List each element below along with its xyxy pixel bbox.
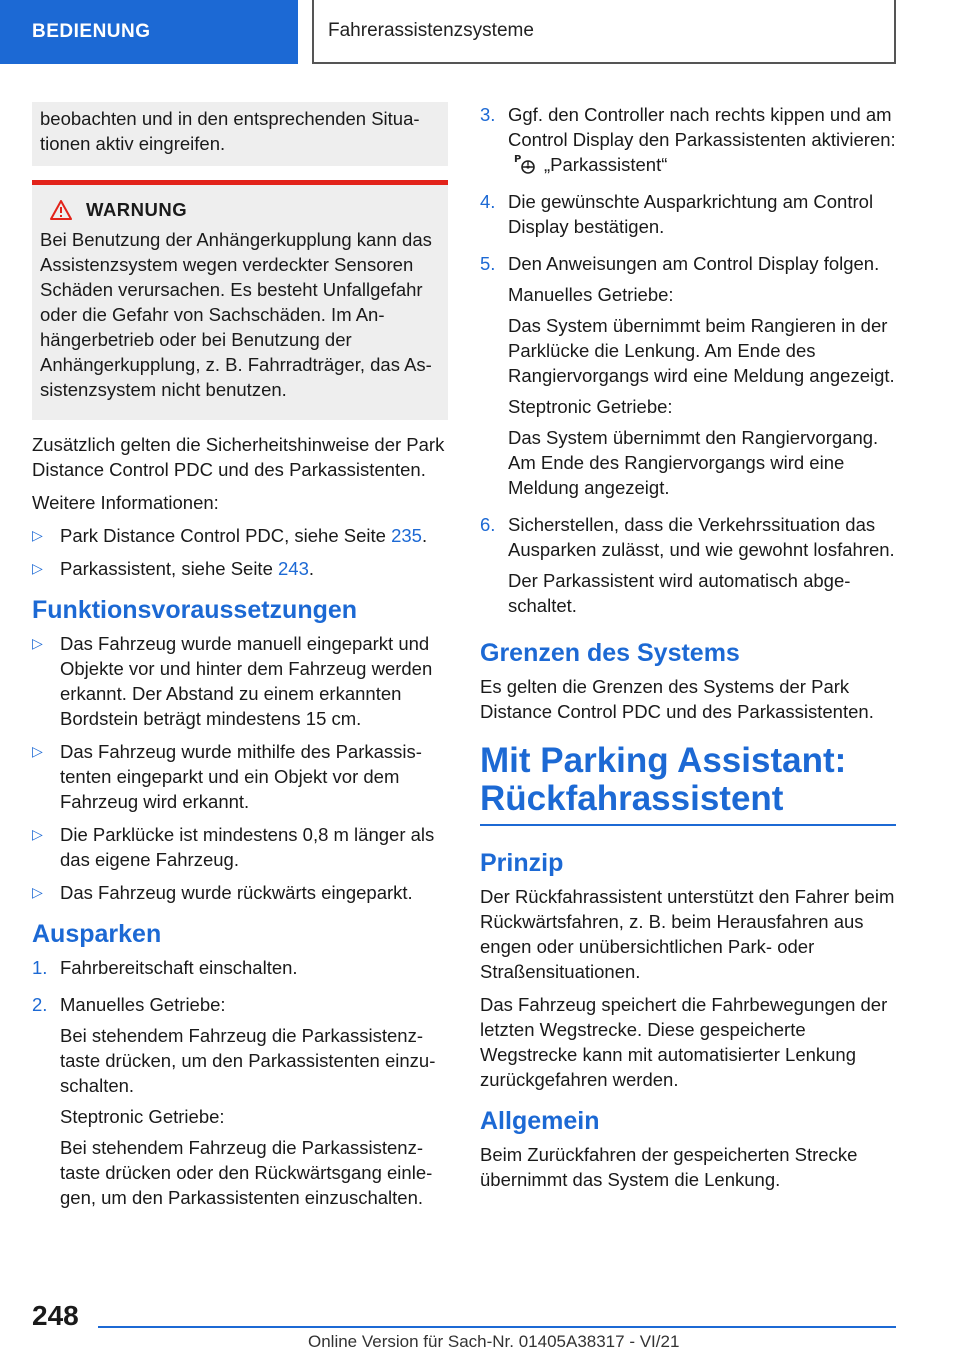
warning-triangle-icon <box>50 200 72 220</box>
step-item <box>32 955 448 986</box>
bullet-text: Park Distance Control PDC, siehe Seite <box>60 525 392 546</box>
step-text: Bei stehendem Fahrzeug die Parkassistenztaste drücken oder den Rückwärtsgang einlegen, um den Parkassistenten einzuschalten. <box>60 1137 433 1208</box>
list-item <box>32 880 448 905</box>
triangle-bullet-icon: ▷ <box>32 884 43 900</box>
bullet-end: . <box>421 525 428 546</box>
step-text: Sicherstellen, dass die Verkehrssituation das Ausparken zulässt, und wie gewohnt losfahren. <box>508 514 895 560</box>
heading-rueckfahrassistent: Mit Parking Assistant: Rückfahrassistent <box>480 742 896 826</box>
footer-version: Online Version für Sach-Nr. 01405A38317 - VI/21 <box>308 1332 680 1351</box>
list-item <box>32 739 448 814</box>
step-item <box>480 512 896 624</box>
chapter-tab <box>0 0 298 64</box>
bullet-text: Das Fahrzeug wurde mithilfe des Parkassistenten eingeparkt und ein Objekt vor dem Fahrzeug wird erkannt. <box>60 741 422 812</box>
step-text: Bei stehendem Fahrzeug die Parkassistenztaste drücken, um den Parkassistenten einzuschalten. <box>60 1025 436 1096</box>
chapter-title: BEDIENUNG <box>32 21 151 42</box>
paragraph-allgemein: Beim Zurückfahren der gespeicherten Strecke übernimmt das System die Lenkung. <box>480 1144 858 1190</box>
triangle-bullet-icon: ▷ <box>32 826 43 842</box>
step-text: Der Parkassistent wird automatisch abgeschaltet. <box>508 570 851 616</box>
section-title: Fahrerassistenzsysteme <box>328 20 534 41</box>
step-item <box>480 251 896 506</box>
step-number: 5. <box>480 253 496 274</box>
step-number: 2. <box>32 994 48 1015</box>
step-number: 3. <box>480 104 496 125</box>
step-text: Ggf. den Controller nach rechts kippen und am Control Display den Parkassistenten aktivieren: <box>508 104 896 150</box>
warning-heading <box>40 199 440 221</box>
step-text: Steptronic Getriebe: <box>60 1106 225 1127</box>
right-column <box>480 102 896 1200</box>
bullet-text: Das Fahrzeug wurde rückwärts eingeparkt. <box>60 882 413 903</box>
step-item <box>480 189 896 245</box>
section-header <box>312 0 896 64</box>
step-number: 6. <box>480 514 496 535</box>
step-text: Fahrbereitschaft einschalten. <box>60 957 298 978</box>
heading-grenzen: Grenzen des Systems <box>480 639 740 667</box>
intro-text: beobachten und in den entsprechenden Situationen aktiv eingreifen. <box>40 108 420 154</box>
bullet-text: Parkassistent, siehe Seite <box>60 558 278 579</box>
triangle-bullet-icon: ▷ <box>32 560 43 576</box>
intro-box <box>32 102 448 166</box>
list-item <box>32 822 448 872</box>
step-text: Steptronic Getriebe: <box>508 396 673 417</box>
step-text: Das System übernimmt den Rangiervorgang. Am Ende des Rangiervorgangs wird eine Meldung angezeigt. <box>508 427 879 498</box>
warning-title: WARNUNG <box>86 199 188 220</box>
list-item <box>32 556 448 581</box>
footer-divider <box>98 1326 896 1328</box>
heading-allgemein: Allgemein <box>480 1107 600 1135</box>
step-text: Manuelles Getriebe: <box>508 284 674 305</box>
list-item <box>32 631 448 731</box>
list-item <box>32 523 448 548</box>
step-number: 1. <box>32 957 48 978</box>
triangle-bullet-icon: ▷ <box>32 527 43 543</box>
paragraph-prinzip-2: Das Fahrzeug speichert die Fahrbewegungen der letzten Wegstrecke. Diese gespeicherte Wegstrecke kann mit automatisierter Lenkung zurückgefahren werden. <box>480 994 888 1090</box>
step-text: Manuelles Getriebe: <box>60 994 226 1015</box>
step-number: 4. <box>480 191 496 212</box>
paragraph-info: Weitere Informationen: <box>32 492 219 513</box>
warning-box <box>32 180 448 420</box>
heading-prinzip: Prinzip <box>480 849 564 877</box>
heading-funktionsvoraussetzungen: Funktionsvoraussetzungen <box>32 596 358 624</box>
step-text: Den Anweisungen am Control Display folgen. <box>508 253 880 274</box>
triangle-bullet-icon: ▷ <box>32 635 43 651</box>
bullet-text: Das Fahrzeug wurde manuell eingeparkt und Objekte vor und hinter dem Fahrzeug werden erkannt. Der Abstand zu einem erkannten Bordstein beträgt mindestens 15 cm. <box>60 633 433 729</box>
page-link-243[interactable]: 243 <box>278 558 309 579</box>
paragraph-grenzen: Es gelten die Grenzen des Systems der Park Distance Control PDC und des Parkassistenten. <box>480 676 874 722</box>
triangle-bullet-icon: ▷ <box>32 743 43 759</box>
warning-text: Bei Benutzung der Anhängerkupplung kann das Assistenzsystem wegen verdeckter Sensoren Schäden verursachen. Es besteht Unfallgefahr oder die Gefahr von Sachschäden. Im Anhängerbetrieb oder bei Benutzung der Anhängerkupplung, z. B. Fahrradträger, das Assistenzsystem nicht benutzen. <box>40 229 432 400</box>
menu-entry-parkassistent: „Parkassistent“ <box>544 154 668 175</box>
paragraph-safety: Zusätzlich gelten die Sicherheitshinweise der Park Distance Control PDC und des Parkassistenten. <box>32 434 445 480</box>
step-text: Die gewünschte Ausparkrichtung am Control Display bestätigen. <box>508 191 874 237</box>
page-number: 248 <box>32 1300 79 1331</box>
paragraph-prinzip-1: Der Rückfahrassistent unterstützt den Fahrer beim Rückwärtsfahren, z. B. beim Herausfahren aus engen oder unübersichtlichen Park- oder Straßensituationen. <box>480 886 895 982</box>
page-link-235[interactable]: 235 <box>391 525 422 546</box>
left-column <box>32 102 448 1222</box>
step-item <box>32 992 448 1216</box>
bullet-end: . <box>308 558 315 579</box>
step-text: Das System übernimmt beim Rangieren in der Parklücke die Lenkung. Am Ende des Rangiervorgangs wird eine Meldung angezeigt. <box>508 315 895 386</box>
park-assist-icon <box>514 153 536 175</box>
bullet-text: Die Parklücke ist mindestens 0,8 m länger als das eigene Fahrzeug. <box>60 824 435 870</box>
step-item <box>480 102 896 183</box>
heading-ausparken: Ausparken <box>32 920 162 948</box>
svg-text:P: P <box>514 154 522 165</box>
